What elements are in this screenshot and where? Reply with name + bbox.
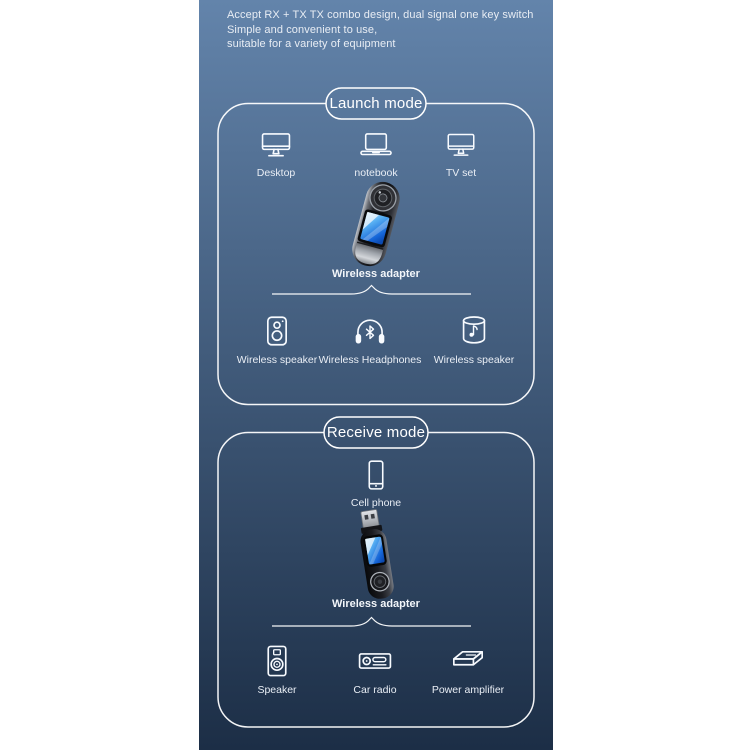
output-label: Wireless speaker xyxy=(236,354,318,366)
wireless-adapter-image xyxy=(341,178,411,270)
desktop-icon xyxy=(257,126,295,164)
output-label: Wireless Headphones xyxy=(318,354,422,366)
header-line-1: Accept RX + TX TX combo design, dual signal one key switch xyxy=(227,9,534,21)
adapter-caption: Wireless adapter xyxy=(332,598,420,610)
output-label: Speaker xyxy=(257,684,297,696)
receive-device-cellphone xyxy=(306,456,446,509)
device-label: notebook xyxy=(354,167,398,179)
infographic-panel xyxy=(199,0,553,750)
wireless-adapter-image xyxy=(341,507,411,602)
tv-set-icon xyxy=(443,126,479,164)
receive-brace-line xyxy=(272,618,471,627)
launch-mode-title: Launch mode xyxy=(329,95,423,112)
launch-device-tv xyxy=(391,126,531,179)
bookshelf-speaker-icon xyxy=(257,311,297,351)
receive-output-amplifier xyxy=(398,641,538,696)
output-label: Car radio xyxy=(353,684,397,696)
adapter-caption: Wireless adapter xyxy=(332,268,420,280)
launch-output-speaker-2 xyxy=(404,311,544,366)
launch-brace-line xyxy=(272,286,471,295)
monitor-speaker-icon xyxy=(257,641,297,681)
output-label: Wireless speaker xyxy=(433,354,515,366)
notebook-icon xyxy=(357,126,395,164)
device-label: Cell phone xyxy=(350,497,402,509)
cylinder-speaker-icon xyxy=(454,311,494,351)
device-label: Desktop xyxy=(256,167,296,179)
power-amplifier-icon xyxy=(446,641,490,681)
output-label: Power amplifier xyxy=(431,684,505,696)
cell-phone-icon xyxy=(357,456,395,494)
car-radio-icon xyxy=(355,641,395,681)
header-line-2: Simple and convenient to use, xyxy=(227,23,378,36)
bluetooth-headphones-icon xyxy=(349,311,391,351)
device-label: TV set xyxy=(445,167,477,179)
receive-mode-title: Receive mode xyxy=(326,424,426,441)
header-line-3: suitable for a variety of equipment xyxy=(227,38,396,50)
